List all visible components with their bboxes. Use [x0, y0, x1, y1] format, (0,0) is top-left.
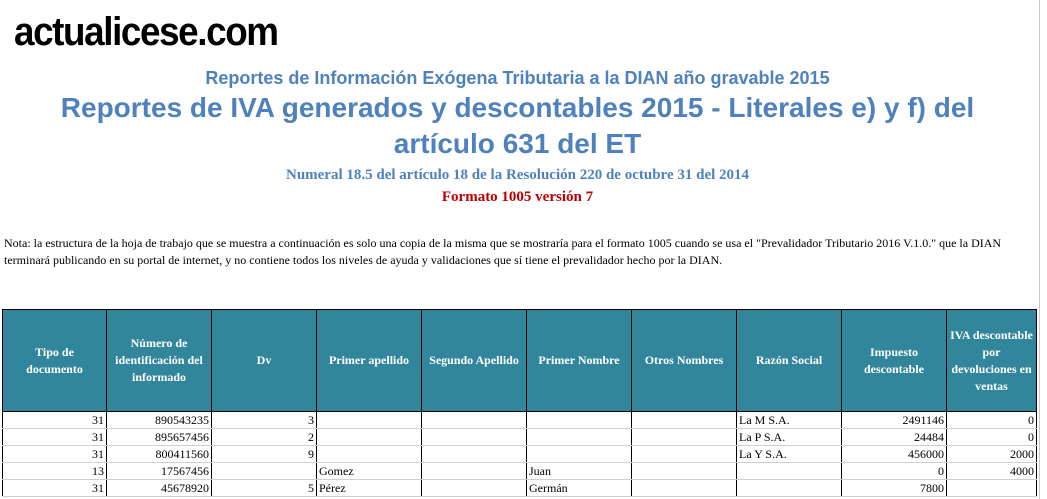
cell-numero-identificacion[interactable]: 800411560 — [107, 446, 212, 463]
cell-impuesto-descontable[interactable]: 0 — [842, 463, 947, 480]
table-row — [3, 463, 1037, 480]
cell-impuesto-descontable[interactable]: 7800 — [842, 480, 947, 497]
col-header-primer-apellido[interactable]: Primer apellido — [317, 310, 422, 412]
cell-segundo-apellido[interactable] — [422, 429, 527, 446]
cell-razon-social[interactable]: La Y S.A. — [737, 446, 842, 463]
cell-razon-social[interactable] — [737, 463, 842, 480]
sheet-edge — [1039, 0, 1040, 499]
header-row — [3, 310, 1037, 412]
cell-segundo-apellido[interactable] — [422, 480, 527, 497]
cell-primer-apellido[interactable]: Pérez — [317, 480, 422, 497]
cell-dv[interactable]: 3 — [212, 412, 317, 429]
cell-tipo-documento[interactable]: 31 — [3, 446, 107, 463]
cell-primer-apellido[interactable] — [317, 429, 422, 446]
cell-segundo-apellido[interactable] — [422, 463, 527, 480]
col-header-tipo-documento[interactable]: Tipo de documento — [3, 310, 107, 412]
cell-tipo-documento[interactable]: 13 — [3, 463, 107, 480]
cell-primer-apellido[interactable] — [317, 446, 422, 463]
cell-otros-nombres[interactable] — [632, 412, 737, 429]
cell-razon-social[interactable]: La P S.A. — [737, 429, 842, 446]
format-version: Formato 1005 versión 7 — [441, 189, 594, 205]
cell-otros-nombres[interactable] — [632, 480, 737, 497]
report-title-line-1: Reportes de IVA generados y descontables 2015 - Literales e) y f) del — [60, 92, 975, 123]
cell-numero-identificacion[interactable]: 895657456 — [107, 429, 212, 446]
col-header-segundo-apellido[interactable]: Segundo Apellido — [422, 310, 527, 412]
cell-iva-devoluciones[interactable]: 0 — [947, 412, 1037, 429]
cell-primer-nombre[interactable]: Germán — [527, 480, 632, 497]
cell-dv[interactable]: 5 — [212, 480, 317, 497]
cell-primer-nombre[interactable] — [527, 446, 632, 463]
cell-primer-apellido[interactable] — [317, 412, 422, 429]
col-header-numero-identificacion[interactable]: Número de identificación del informado — [107, 310, 212, 412]
cell-razon-social[interactable] — [737, 480, 842, 497]
cell-numero-identificacion[interactable]: 890543235 — [107, 412, 212, 429]
cell-primer-nombre[interactable] — [527, 412, 632, 429]
table-row — [3, 446, 1037, 463]
cell-numero-identificacion[interactable]: 45678920 — [107, 480, 212, 497]
table-row — [3, 412, 1037, 429]
table-row — [3, 480, 1037, 497]
format-1005-table — [2, 309, 1037, 497]
cell-impuesto-descontable[interactable]: 2491146 — [842, 412, 947, 429]
cell-tipo-documento[interactable]: 31 — [3, 412, 107, 429]
cell-segundo-apellido[interactable] — [422, 446, 527, 463]
col-header-dv[interactable]: Dv — [212, 310, 317, 412]
cell-impuesto-descontable[interactable]: 456000 — [842, 446, 947, 463]
cell-impuesto-descontable[interactable]: 24484 — [842, 429, 947, 446]
col-header-primer-nombre[interactable]: Primer Nombre — [527, 310, 632, 412]
cell-razon-social[interactable]: La M S.A. — [737, 412, 842, 429]
cell-dv[interactable]: 9 — [212, 446, 317, 463]
cell-iva-devoluciones[interactable]: 2000 — [947, 446, 1037, 463]
cell-iva-devoluciones[interactable]: 4000 — [947, 463, 1037, 480]
cell-tipo-documento[interactable]: 31 — [3, 429, 107, 446]
cell-tipo-documento[interactable]: 31 — [3, 480, 107, 497]
report-supertitle: Reportes de Información Exógena Tributaria a la DIAN año gravable 2015 — [205, 68, 830, 88]
cell-otros-nombres[interactable] — [632, 429, 737, 446]
cell-otros-nombres[interactable] — [632, 446, 737, 463]
cell-iva-devoluciones[interactable] — [947, 480, 1037, 497]
site-logo: actualicese.com — [14, 10, 278, 54]
cell-primer-apellido[interactable]: Gomez — [317, 463, 422, 480]
table-row — [3, 429, 1037, 446]
note-text: Nota: la estructura de la hoja de trabajo que se muestra a continuación es solo una copia de la misma que se mostraría para el formato 1005 cuando se usa el "Prevalidador Tributario 2016 V.1.0." que la DIAN terminará publicando en su portal de internet, y no contiene todos los niveles de ayuda y validaciones que sí tiene el prevalidador hecho por la DIAN. — [4, 236, 1002, 267]
cell-primer-nombre[interactable] — [527, 429, 632, 446]
cell-primer-nombre[interactable]: Juan — [527, 463, 632, 480]
cell-dv[interactable] — [212, 463, 317, 480]
cell-otros-nombres[interactable] — [632, 463, 737, 480]
col-header-otros-nombres[interactable]: Otros Nombres — [632, 310, 737, 412]
col-header-iva-devoluciones[interactable]: IVA descontable por devoluciones en ventas — [947, 310, 1037, 412]
cell-segundo-apellido[interactable] — [422, 412, 527, 429]
cell-numero-identificacion[interactable]: 17567456 — [107, 463, 212, 480]
cell-dv[interactable]: 2 — [212, 429, 317, 446]
report-subtitle: Numeral 18.5 del artículo 18 de la Resolución 220 de octubre 31 del 2014 — [285, 167, 750, 183]
report-title-line-2: artículo 631 del ET — [393, 128, 642, 159]
col-header-impuesto-descontable[interactable]: Impuesto descontable — [842, 310, 947, 412]
col-header-razon-social[interactable]: Razón Social — [737, 310, 842, 412]
report-title — [0, 90, 1035, 162]
cell-iva-devoluciones[interactable]: 0 — [947, 429, 1037, 446]
